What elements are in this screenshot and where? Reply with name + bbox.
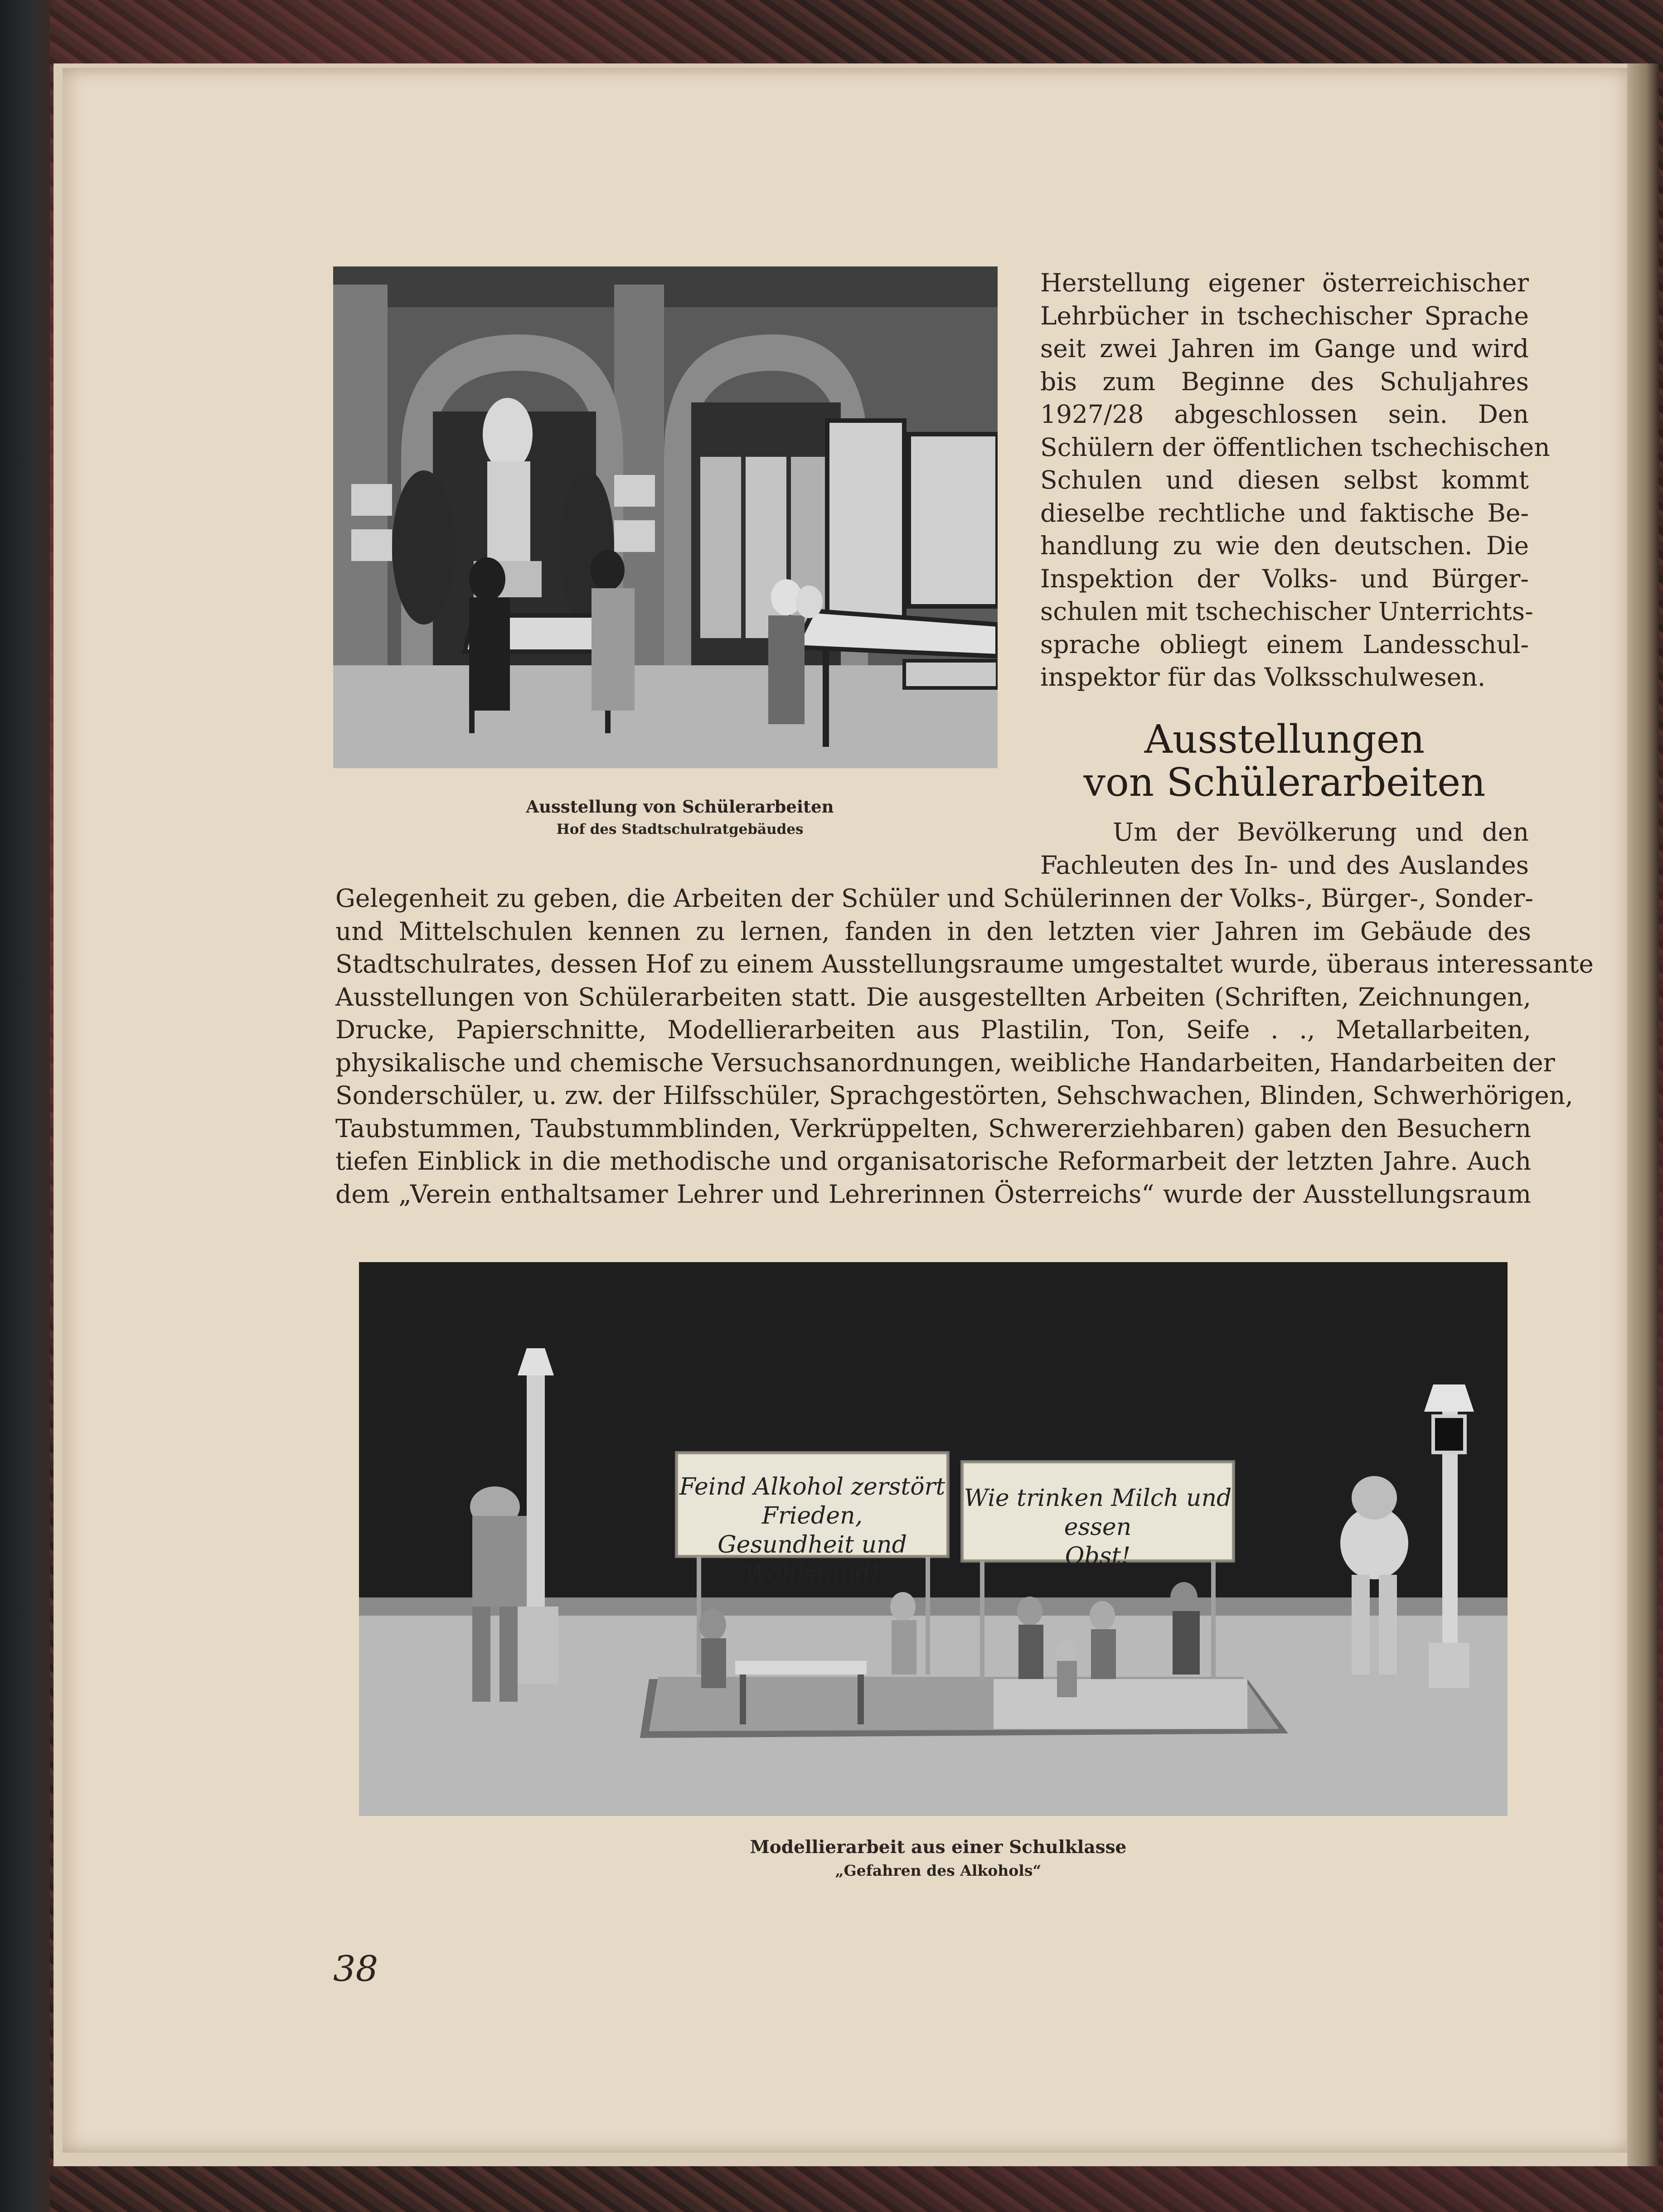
sign-left-line1: Feind Alkohol zerstört Frieden, xyxy=(679,1473,945,1530)
page-number: 38 xyxy=(333,1949,378,1989)
text-line: schulen mit tschechischer Unterrichts- xyxy=(1040,597,1533,626)
caption-model-line1: Modellierarbeit aus einer Schulklasse xyxy=(750,1837,1127,1858)
caption-model-work xyxy=(671,1835,1206,1883)
text-line: Fachleuten des In- und des Auslandes xyxy=(1040,850,1529,880)
text-line: und Mittelschulen kennen zu lernen, fanden in den letzten vier Jahren im Gebäude des xyxy=(335,916,1531,946)
text-line: seit zwei Jahren im Gange und wird xyxy=(1040,334,1529,363)
text-line: Um der Bevölkerung und den xyxy=(1113,818,1529,847)
courtyard-photo-drawing xyxy=(333,266,998,768)
sign-milk-fruit xyxy=(962,1462,1234,1570)
sign-right-line1: Wie trinken Milch und essen xyxy=(964,1485,1232,1541)
caption-courtyard-exhibition xyxy=(499,795,861,841)
text-line: Drucke, Papierschnitte, Modellierarbeiten aus Plastilin, Ton, Seife . ., Metallarbeiten, xyxy=(335,1015,1531,1044)
text-line: sprache obliegt einem Landesschul- xyxy=(1040,629,1529,659)
section-heading xyxy=(1040,718,1529,804)
text-line: dem „Verein enthaltsamer Lehrer und Lehrerinnen Österreichs“ wurde der Ausstellungsraum xyxy=(335,1179,1531,1209)
text-line: physikalische und chemische Versuchsanordnungen, weibliche Handarbeiten, Handarbeiten der xyxy=(335,1048,1555,1077)
book-spine-edge xyxy=(0,0,50,2212)
text-line: Inspektion der Volks- und Bürger- xyxy=(1040,564,1529,593)
text-line: Sonderschüler, u. zw. der Hilfsschüler, Sprachgestörten, Sehschwachen, Blinden, Schwerhörigen, xyxy=(335,1081,1573,1110)
text-line: handlung zu wie den deutschen. Die xyxy=(1040,531,1529,560)
text-line: 1927/28 abgeschlossen sein. Den xyxy=(1040,400,1529,429)
text-line: Herstellung eigener österreichischer xyxy=(1040,268,1529,297)
text-line: bis zum Beginne des Schuljahres xyxy=(1040,367,1529,396)
caption-model-line2: „Gefahren des Alkohols“ xyxy=(835,1862,1042,1879)
full-width-paragraph xyxy=(335,882,1594,1210)
sign-left-line2: Gesundheit und Wohlstand! xyxy=(718,1531,907,1588)
text-line: Schulen und diesen selbst kommt xyxy=(1040,465,1529,494)
text-line: Ausstellungen von Schülerarbeiten statt. Die ausgestellten Arbeiten (Schriften, Zeichnungen, xyxy=(335,982,1531,1012)
section-heading-line1: Ausstellungen xyxy=(1144,717,1425,762)
top-right-text-column xyxy=(1040,266,1550,694)
section-intro-column xyxy=(1040,816,1529,881)
sign-right-line2: Obst! xyxy=(1065,1543,1131,1570)
caption-courtyard-line1: Ausstellung von Schülerarbeiten xyxy=(526,797,834,817)
section-heading-line2: von Schülerarbeiten xyxy=(1083,760,1486,805)
photo-model-work xyxy=(359,1262,1508,1816)
text-line: inspektor für das Volksschulwesen. xyxy=(1040,663,1486,692)
sign-alcohol-warning xyxy=(676,1452,948,1588)
text-line: Gelegenheit zu geben, die Arbeiten der Schüler und Schülerinnen der Volks-, Bürger-, Sonder- xyxy=(335,884,1534,913)
text-line: Taubstummen, Taubstummblinden, Verkrüppelten, Schwererziehbaren) gaben den Besuchern xyxy=(335,1113,1531,1143)
text-line: Lehrbücher in tschechischer Sprache xyxy=(1040,301,1529,330)
text-line: Schülern der öffentlichen tschechischen xyxy=(1040,432,1550,462)
text-line: Stadtschulrates, dessen Hof zu einem Ausstellungsraume umgestaltet wurde, überaus interessante xyxy=(335,949,1594,978)
text-line: tiefen Einblick in die methodische und organisatorische Reformarbeit der letzten Jahre. Auch xyxy=(335,1147,1531,1176)
photo-courtyard-exhibition xyxy=(333,266,998,768)
caption-courtyard-line2: Hof des Stadtschulratgebäudes xyxy=(556,821,804,837)
page-gutter xyxy=(1627,63,1659,2166)
text-line: dieselbe rechtliche und faktische Be- xyxy=(1040,498,1529,528)
